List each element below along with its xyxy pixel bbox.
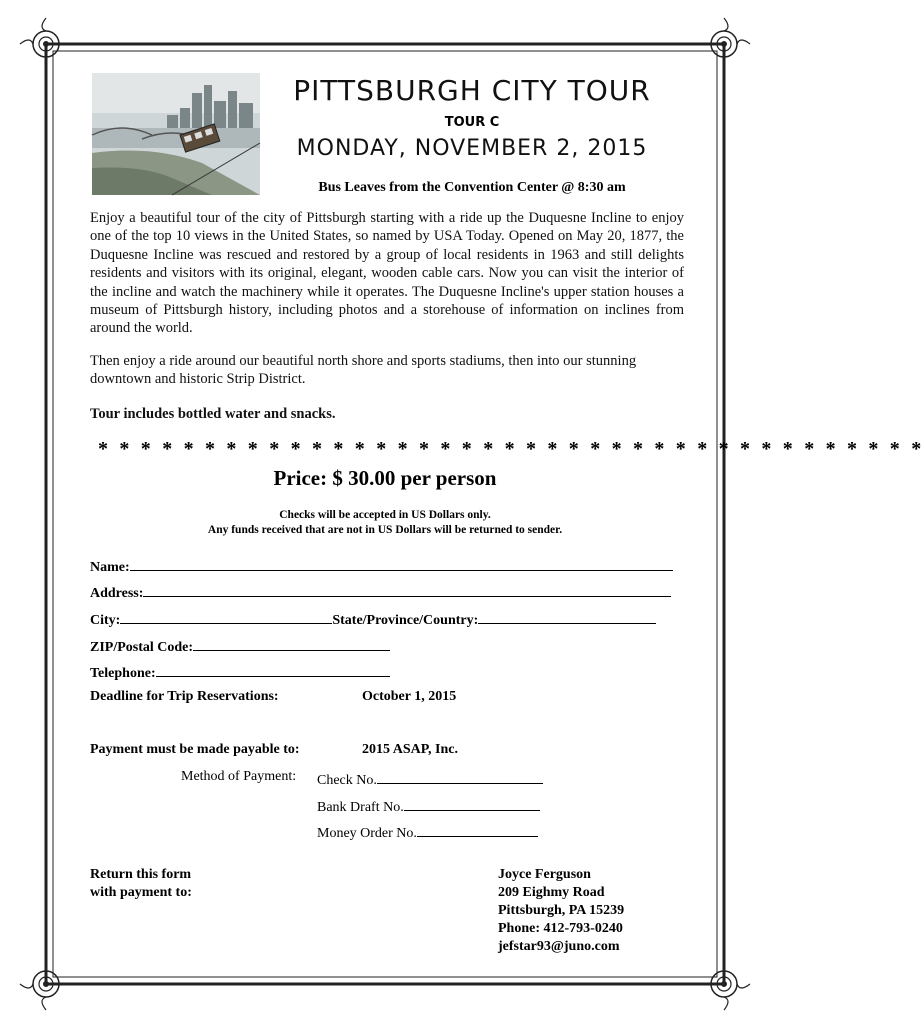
return-address-block <box>498 866 624 956</box>
zip-label: ZIP/Postal Code: <box>90 640 194 655</box>
tour-subtitle: TOUR C <box>444 115 500 130</box>
route-paragraph: Then enjoy a ride around our beautiful north shore and sports stadiums, then into our stunning downtown and historic Strip District. <box>90 353 637 388</box>
check-number-line[interactable] <box>377 769 543 784</box>
currency-notes <box>90 508 680 538</box>
return-contact-name: Joyce Ferguson <box>498 867 591 882</box>
deadline-label: Deadline for Trip Reservations: <box>90 689 279 704</box>
currency-note-2: Any funds received that are not in US Dollars will be returned to sender. <box>207 524 563 536</box>
return-email[interactable]: jefstar93@juno.com <box>498 939 620 954</box>
method-of-payment-label: Method of Payment: <box>181 769 297 784</box>
address-field-row <box>90 582 671 602</box>
check-label: Check No. <box>317 773 377 788</box>
money-order-label: Money Order No. <box>317 826 417 841</box>
check-field-row <box>317 769 543 789</box>
name-field-row <box>90 556 673 576</box>
state-input-line[interactable] <box>478 609 656 624</box>
zip-input-line[interactable] <box>193 636 390 651</box>
city-label: City: <box>90 613 121 628</box>
currency-note-1: Checks will be accepted in US Dollars only. <box>279 509 491 521</box>
pittsburgh-skyline-photo <box>92 73 260 195</box>
money-order-number-line[interactable] <box>417 822 538 837</box>
telephone-input-line[interactable] <box>156 662 390 677</box>
address-input-line[interactable] <box>143 582 671 597</box>
address-label: Address: <box>90 586 144 601</box>
zip-field-row <box>90 636 390 656</box>
telephone-field-row <box>90 662 390 682</box>
deadline-value: October 1, 2015 <box>362 689 457 704</box>
money-order-field-row <box>317 822 538 842</box>
bank-draft-field-row <box>317 796 540 816</box>
bank-draft-label: Bank Draft No. <box>317 800 404 815</box>
telephone-label: Telephone: <box>90 666 156 681</box>
return-city: Pittsburgh, PA 15239 <box>498 903 625 918</box>
return-label-line-1: Return this form <box>90 867 192 882</box>
return-phone: Phone: 412-793-0240 <box>498 921 623 936</box>
payable-value: 2015 ASAP, Inc. <box>362 742 458 757</box>
city-input-line[interactable] <box>120 609 332 624</box>
city-field-row <box>90 609 656 629</box>
bank-draft-number-line[interactable] <box>404 796 540 811</box>
page-title: PITTSBURGH CITY TOUR <box>293 74 651 107</box>
return-street: 209 Eighmy Road <box>498 885 605 900</box>
name-label: Name: <box>90 560 130 575</box>
price-heading: Price: $ 30.00 per person <box>273 466 497 490</box>
bus-info: Bus Leaves from the Convention Center @ 8:30 am <box>318 180 626 195</box>
includes-note: Tour includes bottled water and snacks. <box>90 406 336 422</box>
payable-label: Payment must be made payable to: <box>90 742 300 757</box>
description-paragraph: Enjoy a beautiful tour of the city of Pittsburgh starting with a ride up the Duquesne Incline to enjoy one of the top 10 views in the United States, so named by USA Today. Opened on May 20, 1877, the Duquesne Incline was rescued and restored by a group of local residents in 1963 and still delights residents and visitors with its original, elegant, wooden cable cars. Now you can visit the interior of the incline and watch the machinery while it operates. The Duquesne Incline's upper station houses a museum of Pittsburgh history, including photos and a storehouse of information on inclines from around the world. <box>90 210 684 337</box>
name-input-line[interactable] <box>130 556 673 571</box>
tour-date: MONDAY, NOVEMBER 2, 2015 <box>296 136 648 161</box>
return-label-line-2: with payment to: <box>90 885 192 900</box>
star-divider: * * * * * * * * * * * * * * * * * * * * * * * * * * * * * * * * * * * * * * * <box>98 438 924 460</box>
state-label: State/Province/Country: <box>332 613 479 628</box>
return-label <box>90 866 192 902</box>
